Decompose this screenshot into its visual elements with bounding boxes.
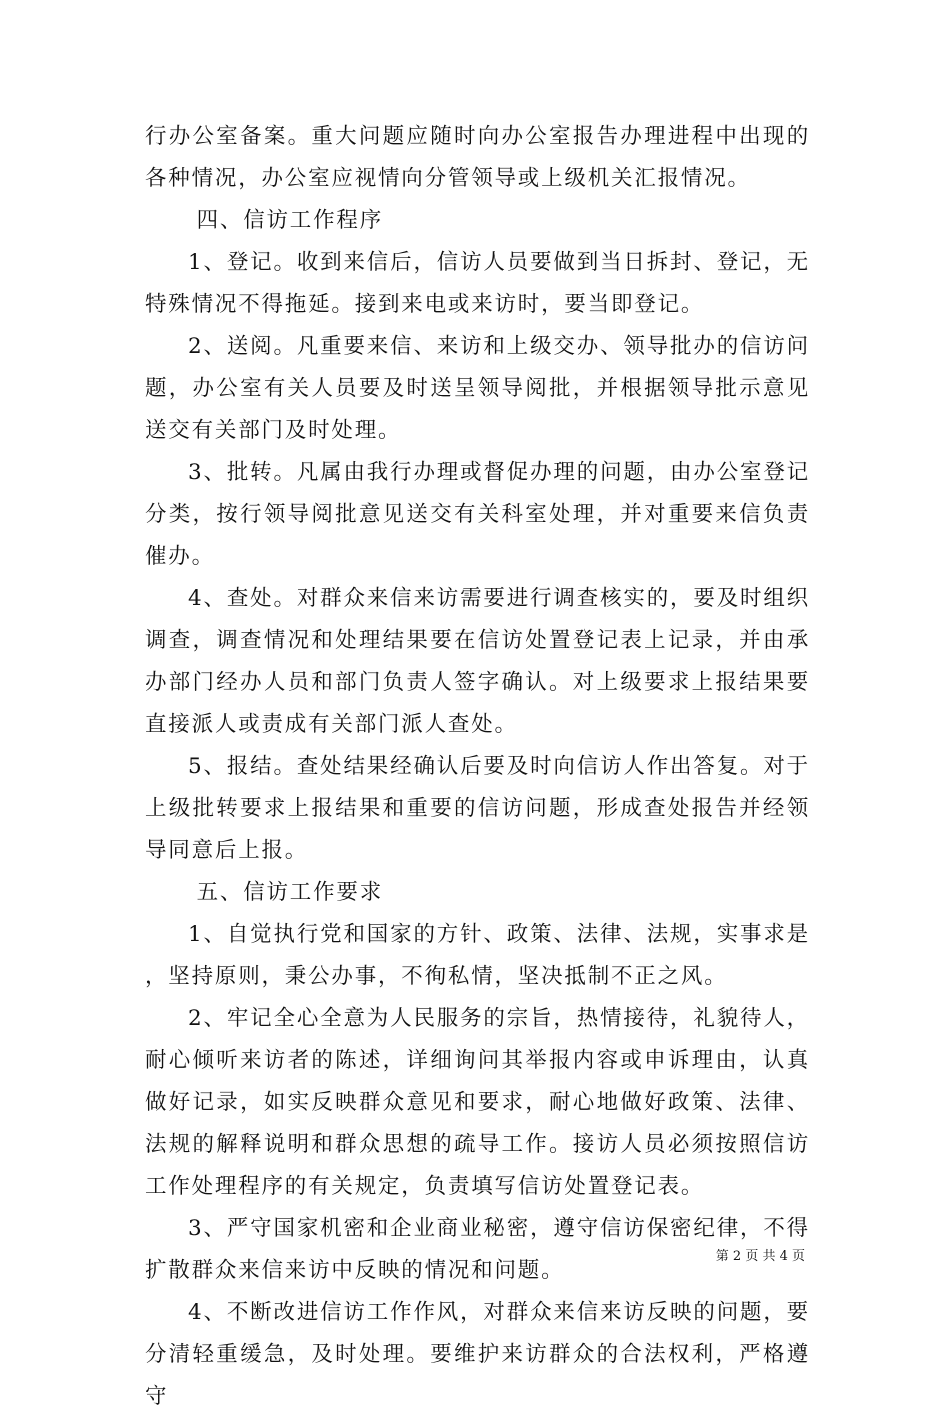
page-number-footer: 第 2 页 共 4 页 (715, 1249, 805, 1264)
paragraph-registration: 1、登记。收到来信后，信访人员要做到当日拆封、登记，无特殊情况不得拖延。接到来电或来访时，要当即登记。 (145, 250, 810, 317)
section-heading-requirements: 五、信访工作要求 (196, 880, 383, 905)
paragraph-review: 2、送阅。凡重要来信、来访和上级交办、领导批办的信访问题，办公室有关人员要及时送呈领导阅批，并根据领导批示意见送交有关部门及时处理。 (145, 334, 810, 443)
paragraph-requirement-3: 3、严守国家机密和企业商业秘密，遵守信访保密纪律，不得扩散群众来信来访中反映的情况和问题。 (145, 1216, 810, 1283)
paragraph-continued: 行办公室备案。重大问题应随时向办公室报告办理进程中出现的各种情况，办公室应视情向分管领导或上级机关汇报情况。 (145, 124, 810, 191)
section-heading-procedure: 四、信访工作程序 (196, 208, 383, 233)
paragraph-requirement-2: 2、牢记全心全意为人民服务的宗旨，热情接待，礼貌待人，耐心倾听来访者的陈述，详细询问其举报内容或申诉理由，认真做好记录，如实反映群众意见和要求，耐心地做好政策、法律、法规的解释说明和群众思想的疏导工作。接访人员必须按照信访工作处理程序的有关规定，负责填写信访处置登记表。 (145, 1006, 810, 1199)
paragraph-requirement-4: 4、不断改进信访工作作风，对群众来信来访反映的问题，要分清轻重缓急，及时处理。要维护来访群众的合法权利，严格遵守 (145, 1300, 810, 1409)
paragraph-requirement-1: 1、自觉执行党和国家的方针、政策、法律、法规，实事求是，坚持原则，秉公办事，不徇私情，坚决抵制不正之风。 (145, 922, 810, 989)
paragraph-transfer: 3、批转。凡属由我行办理或督促办理的问题，由办公室登记分类，按行领导阅批意见送交有关科室处理，并对重要来信负责催办。 (145, 460, 810, 569)
paragraph-report-closure: 5、报结。查处结果经确认后要及时向信访人作出答复。对于上级批转要求上报结果和重要的信访问题，形成查处报告并经领导同意后上报。 (145, 754, 810, 863)
document-body (145, 116, 810, 1418)
paragraph-investigation: 4、查处。对群众来信来访需要进行调查核实的，要及时组织调查，调查情况和处理结果要在信访处置登记表上记录，并由承办部门经办人员和部门负责人签字确认。对上级要求上报结果要直接派人或责成有关部门派人查处。 (145, 586, 810, 737)
